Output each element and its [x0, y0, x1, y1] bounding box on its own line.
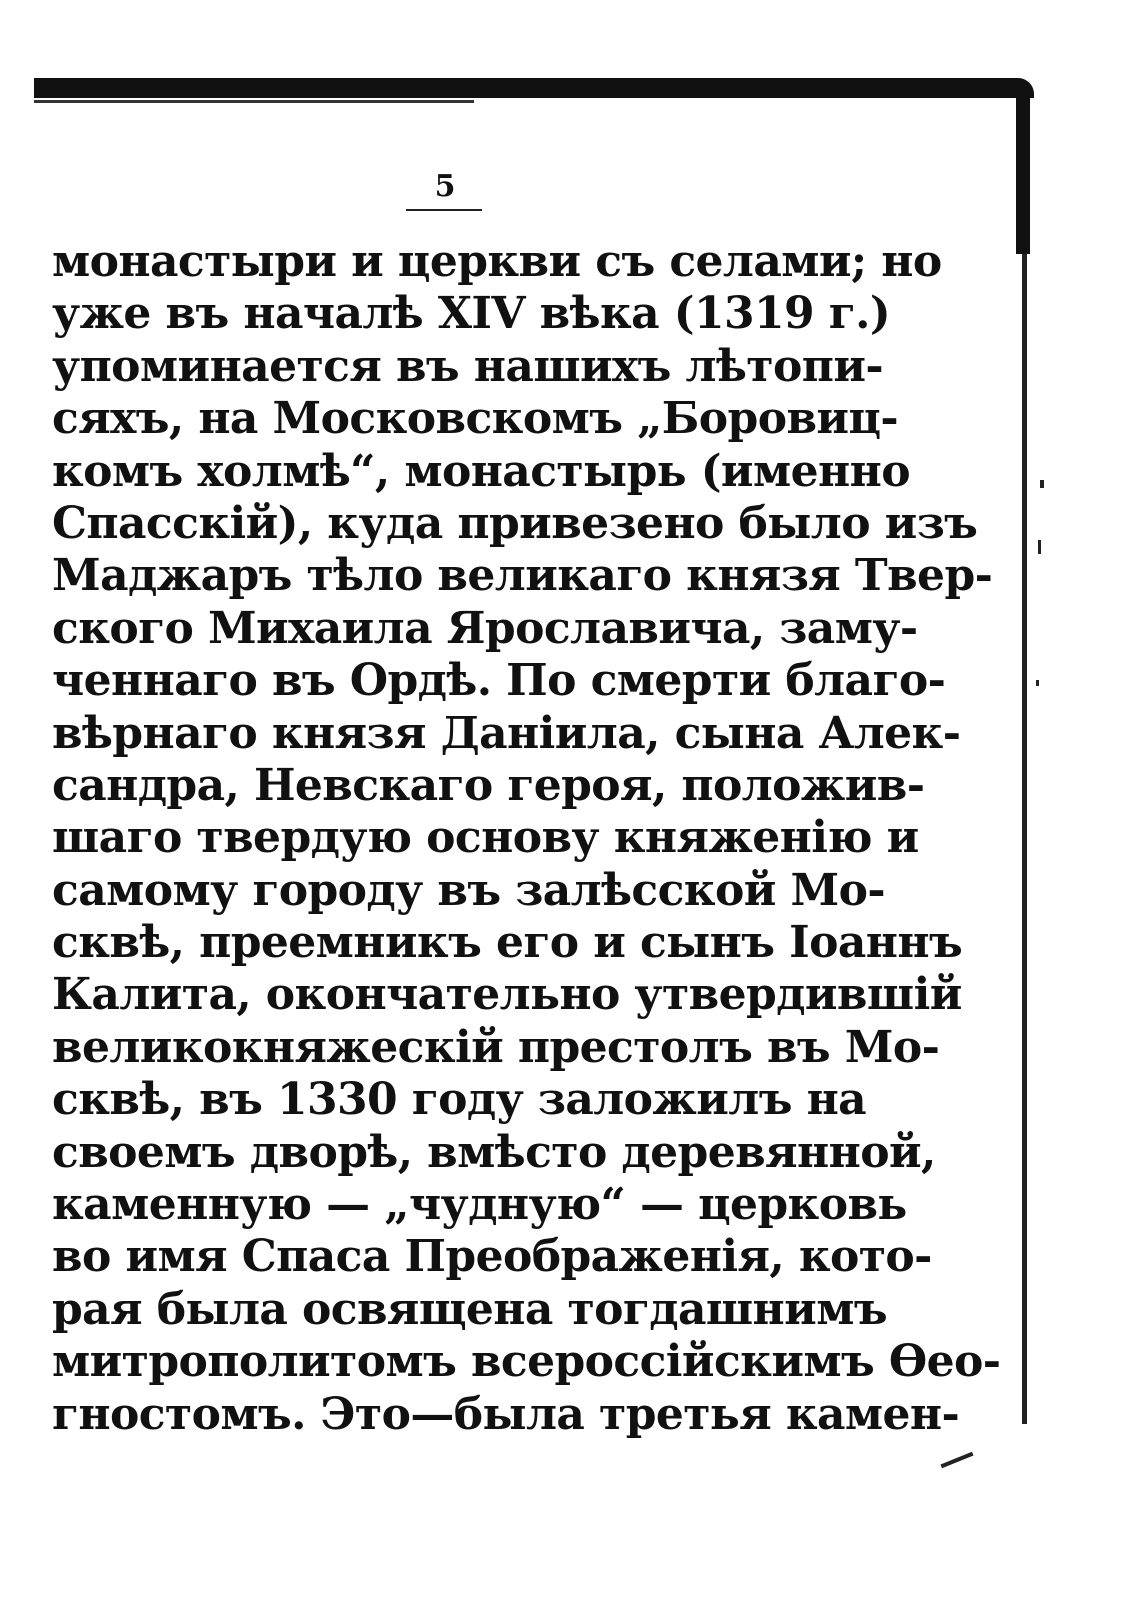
scan-speck [940, 1452, 973, 1468]
text-line: Маджаръ тѣло великаго князя Твер- [52, 550, 993, 602]
text-line: рая была освящена тогдашнимъ [52, 1283, 887, 1335]
body-text [52, 236, 1001, 1441]
right-border-thin-rule [1022, 254, 1027, 1424]
top-border-rule [34, 78, 1034, 98]
text-line: вѣрнаго князя Даніила, сына Алек- [52, 707, 961, 759]
text-line: сандра, Невскаго героя, положив- [52, 759, 925, 811]
scan-speck [1036, 680, 1039, 686]
scan-speck [1038, 540, 1041, 554]
text-line: самому городу въ залѣсской Мо- [52, 864, 885, 916]
text-line: Спасскій), куда привезено было изъ [52, 497, 978, 549]
text-line: сквѣ, въ 1330 году заложилъ на [52, 1074, 867, 1126]
text-line: ского Михаила Ярославича, заму- [52, 602, 918, 654]
text-line: сяхъ, на Московскомъ „Боровиц- [52, 393, 899, 445]
text-line: во имя Спаса Преображенія, кото- [52, 1231, 932, 1283]
text-line: сквѣ, преемникъ его и сынъ Іоаннъ [52, 917, 963, 969]
top-border-thin-rule [34, 100, 474, 103]
scan-speck [1040, 480, 1044, 488]
page-number: 5 [434, 169, 456, 204]
text-line: своемъ дворѣ, вмѣсто деревянной, [52, 1126, 936, 1178]
text-line: уже въ началѣ XIV вѣка (1319 г.) [52, 288, 891, 340]
text-line: шаго твердую основу княженію и [52, 812, 919, 864]
text-line: упоминается въ нашихъ лѣтопи- [52, 340, 884, 392]
text-line: каменную — „чудную“ — церковь [52, 1179, 907, 1231]
page-number-underline [406, 209, 482, 211]
text-line: митрополитомъ всероссійскимъ Ѳео- [52, 1336, 1001, 1388]
text-line: Калита, окончательно утвердившій [52, 969, 962, 1021]
text-line: гностомъ. Это—была третья камен- [52, 1388, 960, 1440]
text-line: великокняжескій престолъ въ Мо- [52, 1021, 940, 1073]
text-line: ченнаго въ Ордѣ. По смерти благо- [52, 655, 946, 707]
text-line: комъ холмѣ“, монастырь (именно [52, 445, 910, 497]
text-line: монастыри и церкви съ селами; но [52, 236, 942, 287]
right-border-rule [1016, 84, 1030, 254]
